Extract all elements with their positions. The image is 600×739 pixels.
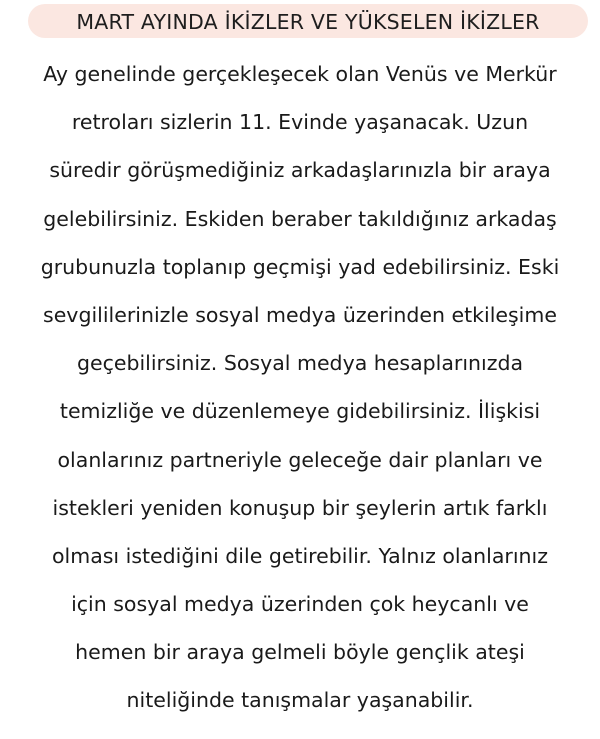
paragraph-line: süredir görüşmediğiniz arkadaşlarınızla bir araya bbox=[49, 158, 551, 183]
paragraph-line: sevgililerinizle sosyal medya üzerinden etkileşime bbox=[43, 302, 557, 327]
paragraph-line: gelebilirsiniz. Eskiden beraber takıldığınız arkadaş bbox=[43, 206, 557, 231]
paragraph-line: Ay genelinde gerçekleşecek olan Venüs ve Merkür bbox=[43, 62, 557, 86]
paragraph-line: istekleri yeniden konuşup bir şeylerin artık farklı bbox=[52, 495, 548, 520]
paragraph-line: retroları sizlerin 11. Evinde yaşanacak. Uzun bbox=[71, 110, 529, 135]
paragraph-line: hemen bir araya gelmeli böyle gençlik ateşi bbox=[75, 640, 525, 665]
paragraph-line: niteliğinde tanışmalar yaşanabilir. bbox=[126, 688, 474, 713]
paragraph-line: olması istediğini dile getirebilir. Yalnız olanlarınız bbox=[51, 543, 548, 568]
paragraph-line: grubunuzla toplanıp geçmişi yad edebilirsiniz. Eski bbox=[40, 254, 560, 279]
paragraph-line: için sosyal medya üzerinden çok heycanlı ve bbox=[71, 592, 529, 617]
paragraph-line: olanlarınız partneriyle geleceğe dair planları ve bbox=[57, 447, 543, 472]
paragraph-line: geçebilirsiniz. Sosyal medya hesaplarınızda bbox=[76, 351, 524, 376]
section-heading: MART AYINDA İKİZLER VE YÜKSELEN İKİZLER bbox=[76, 10, 540, 34]
article-paragraph bbox=[0, 50, 600, 725]
section-heading-bar bbox=[28, 4, 588, 38]
paragraph-line: temizliğe ve düzenlemeye gidebilirsiniz. İlişkisi bbox=[59, 399, 541, 424]
